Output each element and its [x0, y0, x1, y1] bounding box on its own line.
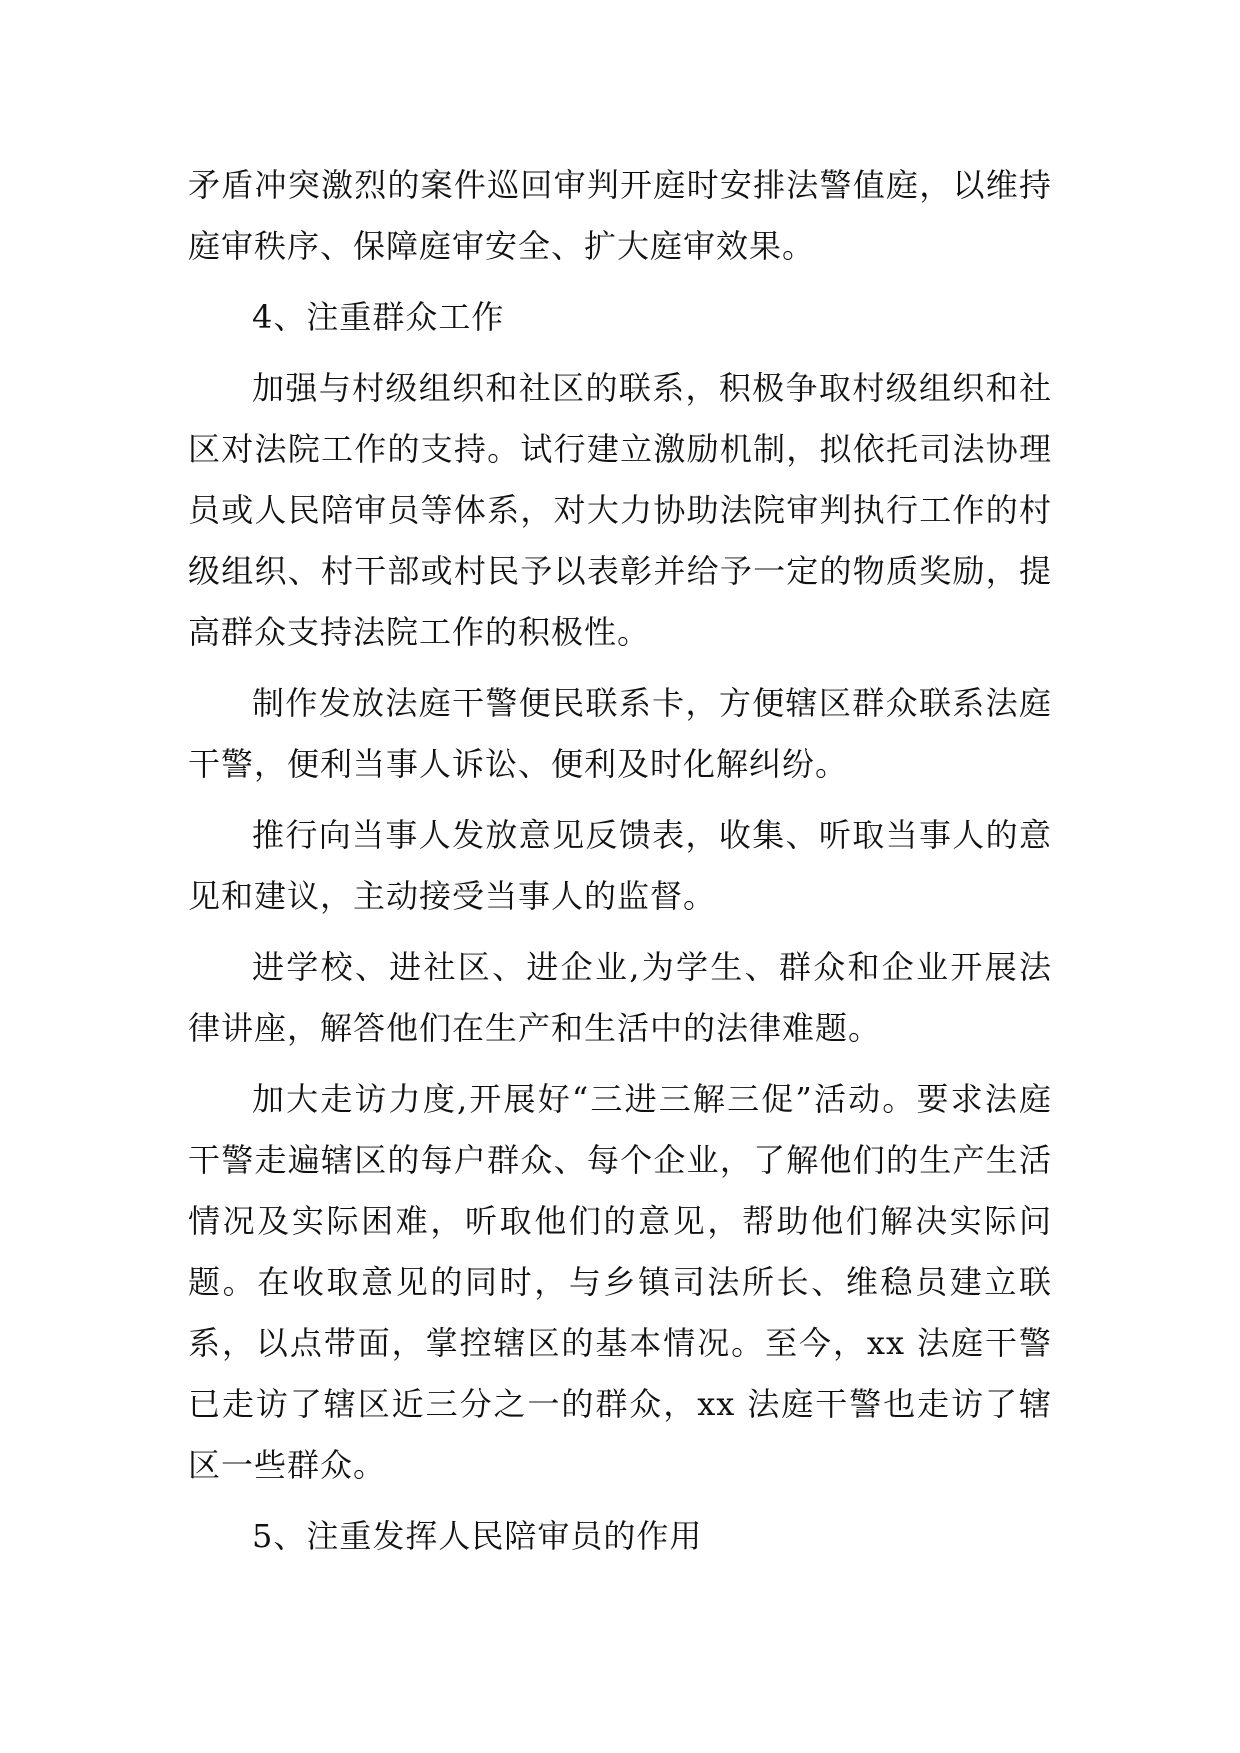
paragraph-continuation: 矛盾冲突激烈的案件巡回审判开庭时安排法警值庭，以维持庭审秩序、保障庭审安全、扩大庭审效果。: [188, 166, 1052, 265]
section-heading-4: 4、注重群众工作: [252, 298, 505, 336]
paragraph: 推行向当事人发放意见反馈表，收集、听取当事人的意见和建议，主动接受当事人的监督。: [188, 816, 1052, 915]
section-heading-5: 5、注重发挥人民陪审员的作用: [252, 1517, 703, 1555]
paragraph: 进学校、进社区、进企业,为学生、群众和企业开展法律讲座，解答他们在生产和生活中的法律难题。: [188, 948, 1052, 1047]
document-body: [188, 155, 1052, 1577]
paragraph: 加大走访力度,开展好“三进三解三促”活动。要求法庭干警走遍辖区的每户群众、每个企业，了解他们的生产生活情况及实际困难，听取他们的意见，帮助他们解决实际问题。在收取意见的同时，与乡镇司法所长、维稳员建立联系，以点带面，掌控辖区的基本情况。至今，xx 法庭干警已走访了辖区近三分之一的群众，xx 法庭干警也走访了辖区一些群众。: [188, 1080, 1052, 1484]
paragraph: 制作发放法庭干警便民联系卡，方便辖区群众联系法庭干警，便利当事人诉讼、便利及时化解纠纷。: [188, 684, 1052, 783]
paragraph: 加强与村级组织和社区的联系，积极争取村级组织和社区对法院工作的支持。试行建立激励机制，拟依托司法协理员或人民陪审员等体系，对大力协助法院审判执行工作的村级组织、村干部或村民予以表彰并给予一定的物质奖励，提高群众支持法院工作的积极性。: [188, 369, 1052, 651]
